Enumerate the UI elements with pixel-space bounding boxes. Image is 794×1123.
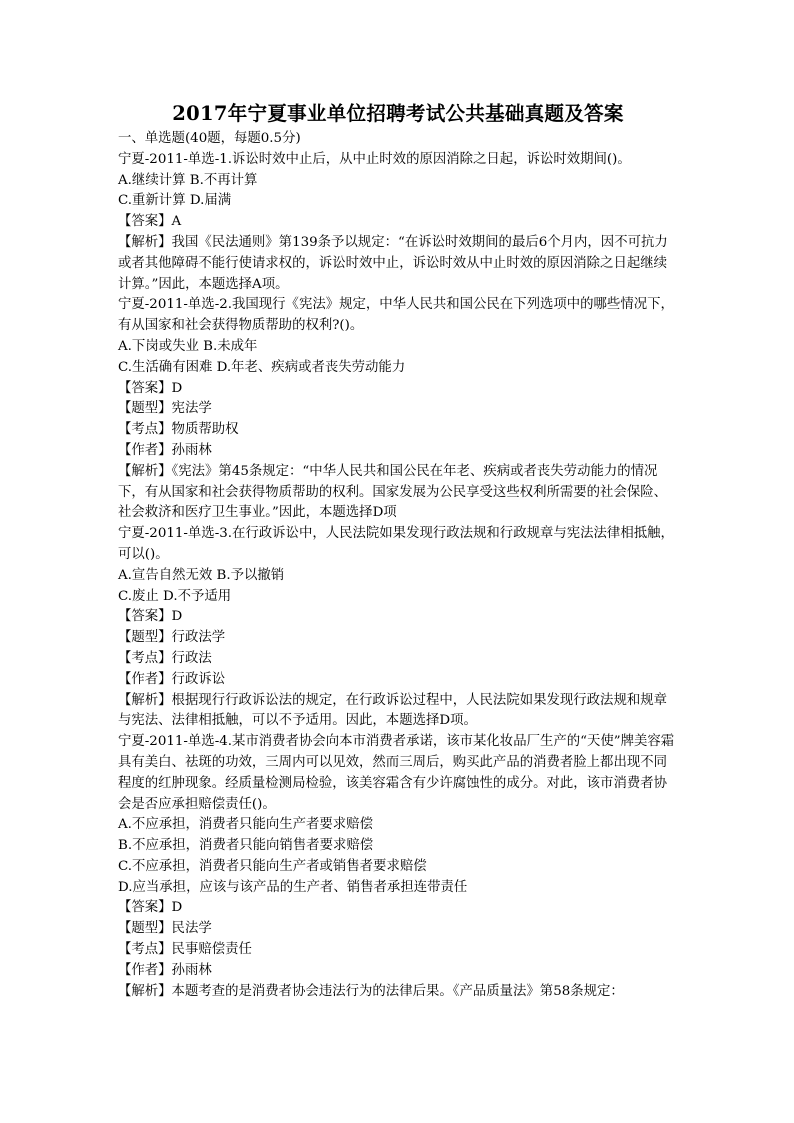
type-line: 【题型】行政法学 xyxy=(118,630,226,646)
analysis-text: 【解析】根据现行行政诉讼法的规定，在行政诉讼过程中，人民法院如果发现行政法规和规章与宪法、法律相抵触，可以不予适用。因此，本题选择D项。 xyxy=(118,692,668,729)
question-option: A.宣告自然无效 B.予以撤销 xyxy=(118,567,285,583)
question-stem: 宁夏-2011-单选-3.在行政诉讼中，人民法院如果发现行政法规和行政规章与宪法法律相抵触，可以()。 xyxy=(118,526,674,562)
analysis-text: 【解析】本题考查的是消费者协会违法行为的法律后果。《产品质量法》第58条规定： xyxy=(118,983,624,999)
question-block xyxy=(118,524,678,732)
question-option: C.重新计算 D.届满 xyxy=(118,193,232,209)
question-option: A.下岗或失业 B.未成年 xyxy=(118,338,258,354)
answer-line: 【答案】D xyxy=(118,609,183,625)
question-block xyxy=(118,150,678,296)
question-option: C.废止 D.不予适用 xyxy=(118,588,232,604)
document-page xyxy=(118,100,678,1002)
type-line: 【题型】民法学 xyxy=(118,921,212,937)
question-option: C.生活确有困难 D.年老、疾病或者丧失劳动能力 xyxy=(118,359,406,375)
document-title: 2017年宁夏事业单位招聘考试公共基础真题及答案 xyxy=(172,102,624,125)
question-option: A.不应承担，消费者只能向生产者要求赔偿 xyxy=(118,817,373,833)
question-block xyxy=(118,295,678,524)
question-stem: 宁夏-2011-单选-4.某市消费者协会向本市消费者承诺，该市某化妆品厂生产的“天使”牌美容霜具有美白、祛斑的功效，三周内可以见效，然而三周后，购买此产品的消费者脸上都出现不同程度的红肿现象。经质量检测局检验，该美容霜含有少许腐蚀性的成分。对此，该市消费者协会是否应承担赔偿责任()。 xyxy=(118,734,675,812)
question-option: D.应当承担，应该与该产品的生产者、销售者承担连带责任 xyxy=(118,879,468,895)
answer-line: 【答案】D xyxy=(118,380,183,396)
author-line: 【作者】孙雨林 xyxy=(118,962,212,978)
question-option: B.不应承担，消费者只能向销售者要求赔偿 xyxy=(118,838,374,854)
question-stem: 宁夏-2011-单选-2.我国现行《宪法》规定，中华人民共和国公民在下列选项中的哪些情况下，有从国家和社会获得物质帮助的权利?()。 xyxy=(118,297,674,334)
answer-line: 【答案】D xyxy=(118,900,183,916)
analysis-text: 【解析】《宪法》第45条规定：“中华人民共和国公民在年老、疾病或者丧失劳动能力的情况下，有从国家和社会获得物质帮助的权利。国家发展为公民享受这些权利所需要的社会保险、社会救济和医疗卫生事业。”因此，本题选择D项 xyxy=(118,463,668,521)
analysis-text: 【解析】我国《民法通则》第139条予以规定：“在诉讼时效期间的最后6个月内，因不可抗力或者其他障碍不能行使请求权的，诉讼时效中止，诉讼时效从中止时效的原因消除之日起继续计算。”因此，本题选择A项。 xyxy=(118,234,668,292)
question-block xyxy=(118,732,678,1002)
author-line: 【作者】孙雨林 xyxy=(118,442,212,458)
question-option: C.不应承担，消费者只能向生产者或销售者要求赔偿 xyxy=(118,858,427,874)
question-option: A.继续计算 B.不再计算 xyxy=(118,172,258,188)
question-stem: 宁夏-2011-单选-1.诉讼时效中止后，从中止时效的原因消除之日起，诉讼时效期间()。 xyxy=(118,151,631,167)
section-heading: 一、单选题(40题，每题0.5分) xyxy=(118,131,301,146)
type-line: 【题型】宪法学 xyxy=(118,401,212,417)
point-line: 【考点】民事赔偿责任 xyxy=(118,942,252,958)
point-line: 【考点】物质帮助权 xyxy=(118,422,239,438)
point-line: 【考点】行政法 xyxy=(118,650,212,666)
author-line: 【作者】行政诉讼 xyxy=(118,671,226,687)
answer-line: 【答案】A xyxy=(118,214,182,230)
